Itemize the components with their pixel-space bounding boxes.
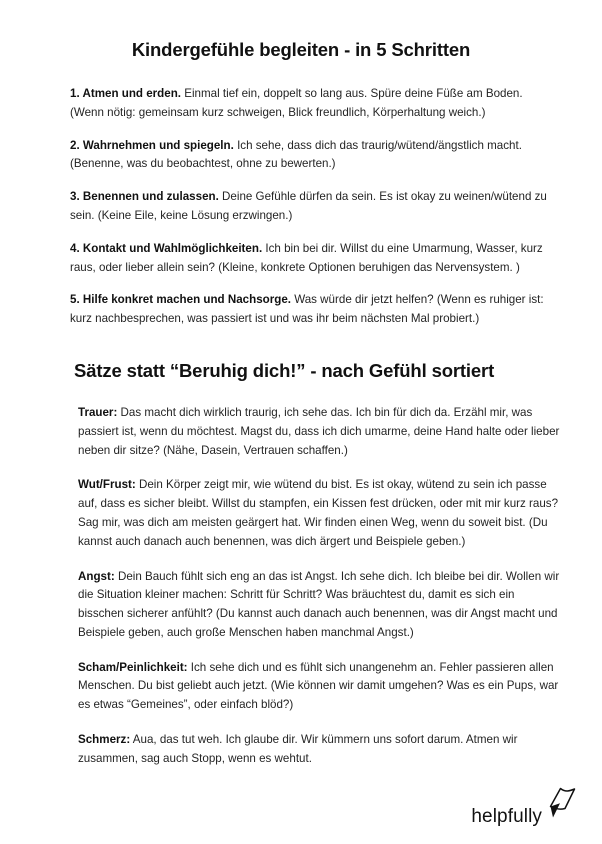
feeling-body: Aua, das tut weh. Ich glaube dir. Wir kümmern uns sofort darum. Atmen wir zusammen, sag auch Stopp, wenn es wehtut. [78, 733, 518, 765]
feelings-list [0, 382, 602, 769]
feeling-body: Dein Bauch fühlt sich eng an das ist Angst. Ich sehe dich. Ich bleibe bei dir. Wollen wir die Situation kleiner machen: Schritt für Schritt? Was bräuchtest du, damit es sich ein bisschen sicherer anfühlt? (Du kannst auch danach auch benennen, was dir Angst macht und Beispiele geben, auch große Menschen haben manchmal Angst.) [78, 569, 560, 639]
flag-icon [536, 786, 576, 824]
feeling-item [78, 568, 560, 643]
step-item [70, 240, 550, 278]
feeling-lead: Schmerz: [78, 733, 131, 746]
feeling-body: Ich sehe dich und es fühlt sich unangenehm an. Fehler passieren allen Menschen. Du bist geliebt auch jetzt. (Wie können wir damit umgehen? Was es ein Pups, war es etwas “Gemeines”, oder einfach blöd?) [78, 660, 559, 712]
step-item [70, 291, 550, 329]
feeling-body: Dein Körper zeigt mir, wie wütend du bist. Es ist okay, wütend zu sein ich passe auf, dass es sicher bleibt. Willst du stampfen, ein Kissen fest drücken, oder mit mir kurz raus? Sag mir, was dich am meisten geärgert hat. Wir finden einen Weg, wenn du soweit bist. (Du kannst auch danach auch benennen, was dich ärgert und Beispiele geben.) [78, 478, 559, 548]
step-lead: 2. Wahrnehmen und spiegeln. [70, 138, 234, 152]
step-body: Ich bin bei dir. Willst du eine Umarmung, Wasser, kurz raus, oder lieber allein sein? (Kleine, konkrete Optionen beruhigen das Nervensystem. ) [70, 241, 543, 274]
feeling-lead: Wut/Frust: [78, 478, 136, 492]
step-body: Was würde dir jetzt helfen? (Wenn es ruhiger ist: kurz nachbesprechen, was passiert ist und was ihr beim nächsten Mal probiert.) [70, 293, 544, 326]
feeling-lead: Scham/Peinlichkeit: [78, 660, 188, 674]
step-item [70, 85, 550, 123]
feeling-item [78, 476, 560, 551]
brand-logo-text: helpfully [471, 806, 542, 827]
step-body: Einmal tief ein, doppelt so lang aus. Spüre deine Füße am Boden. (Wenn nötig: gemeinsam kurz schweigen, Blick freundlich, Körperhaltung weich.) [70, 87, 523, 119]
feeling-lead: Trauer: [78, 406, 118, 420]
section-title-phrases: Sätze statt “Beruhig dich!” - nach Gefühl sortiert [74, 359, 495, 381]
feeling-body: Das macht dich wirklich traurig, ich sehe das. Ich bin für dich da. Erzähl mir, was passiert ist, wenn du möchtest. Magst du, dass ich dich umarme, deine Hand halte oder lieber neben dir sitze? (Nähe, Dasein, Vertrauen schaffen.) [78, 406, 560, 457]
steps-list [0, 61, 602, 329]
step-body: Deine Gefühle dürfen da sein. Es ist okay zu weinen/wütend zu sein. (Keine Eile, keine Lösung erzwingen.) [70, 190, 547, 223]
step-item [70, 188, 550, 226]
step-lead: 3. Benennen und zulassen. [70, 190, 219, 204]
step-lead: 5. Hilfe konkret machen und Nachsorge. [70, 293, 291, 307]
feeling-lead: Angst: [78, 569, 115, 583]
feeling-item [78, 731, 560, 769]
step-item [70, 137, 550, 175]
step-lead: 1. Atmen und erden. [70, 87, 182, 101]
feeling-item [78, 659, 560, 715]
feeling-item [78, 404, 560, 460]
step-lead: 4. Kontakt und Wahlmöglichkeiten. [70, 241, 263, 255]
page-title: Kindergefühle begleiten - in 5 Schritten [131, 39, 471, 60]
step-body: Ich sehe, dass dich das traurig/wütend/ängstlich macht. (Benenne, was du beobachtest, ohne zu bewerten.) [70, 138, 522, 171]
brand-logo [471, 786, 576, 826]
section-spacer [0, 329, 602, 359]
